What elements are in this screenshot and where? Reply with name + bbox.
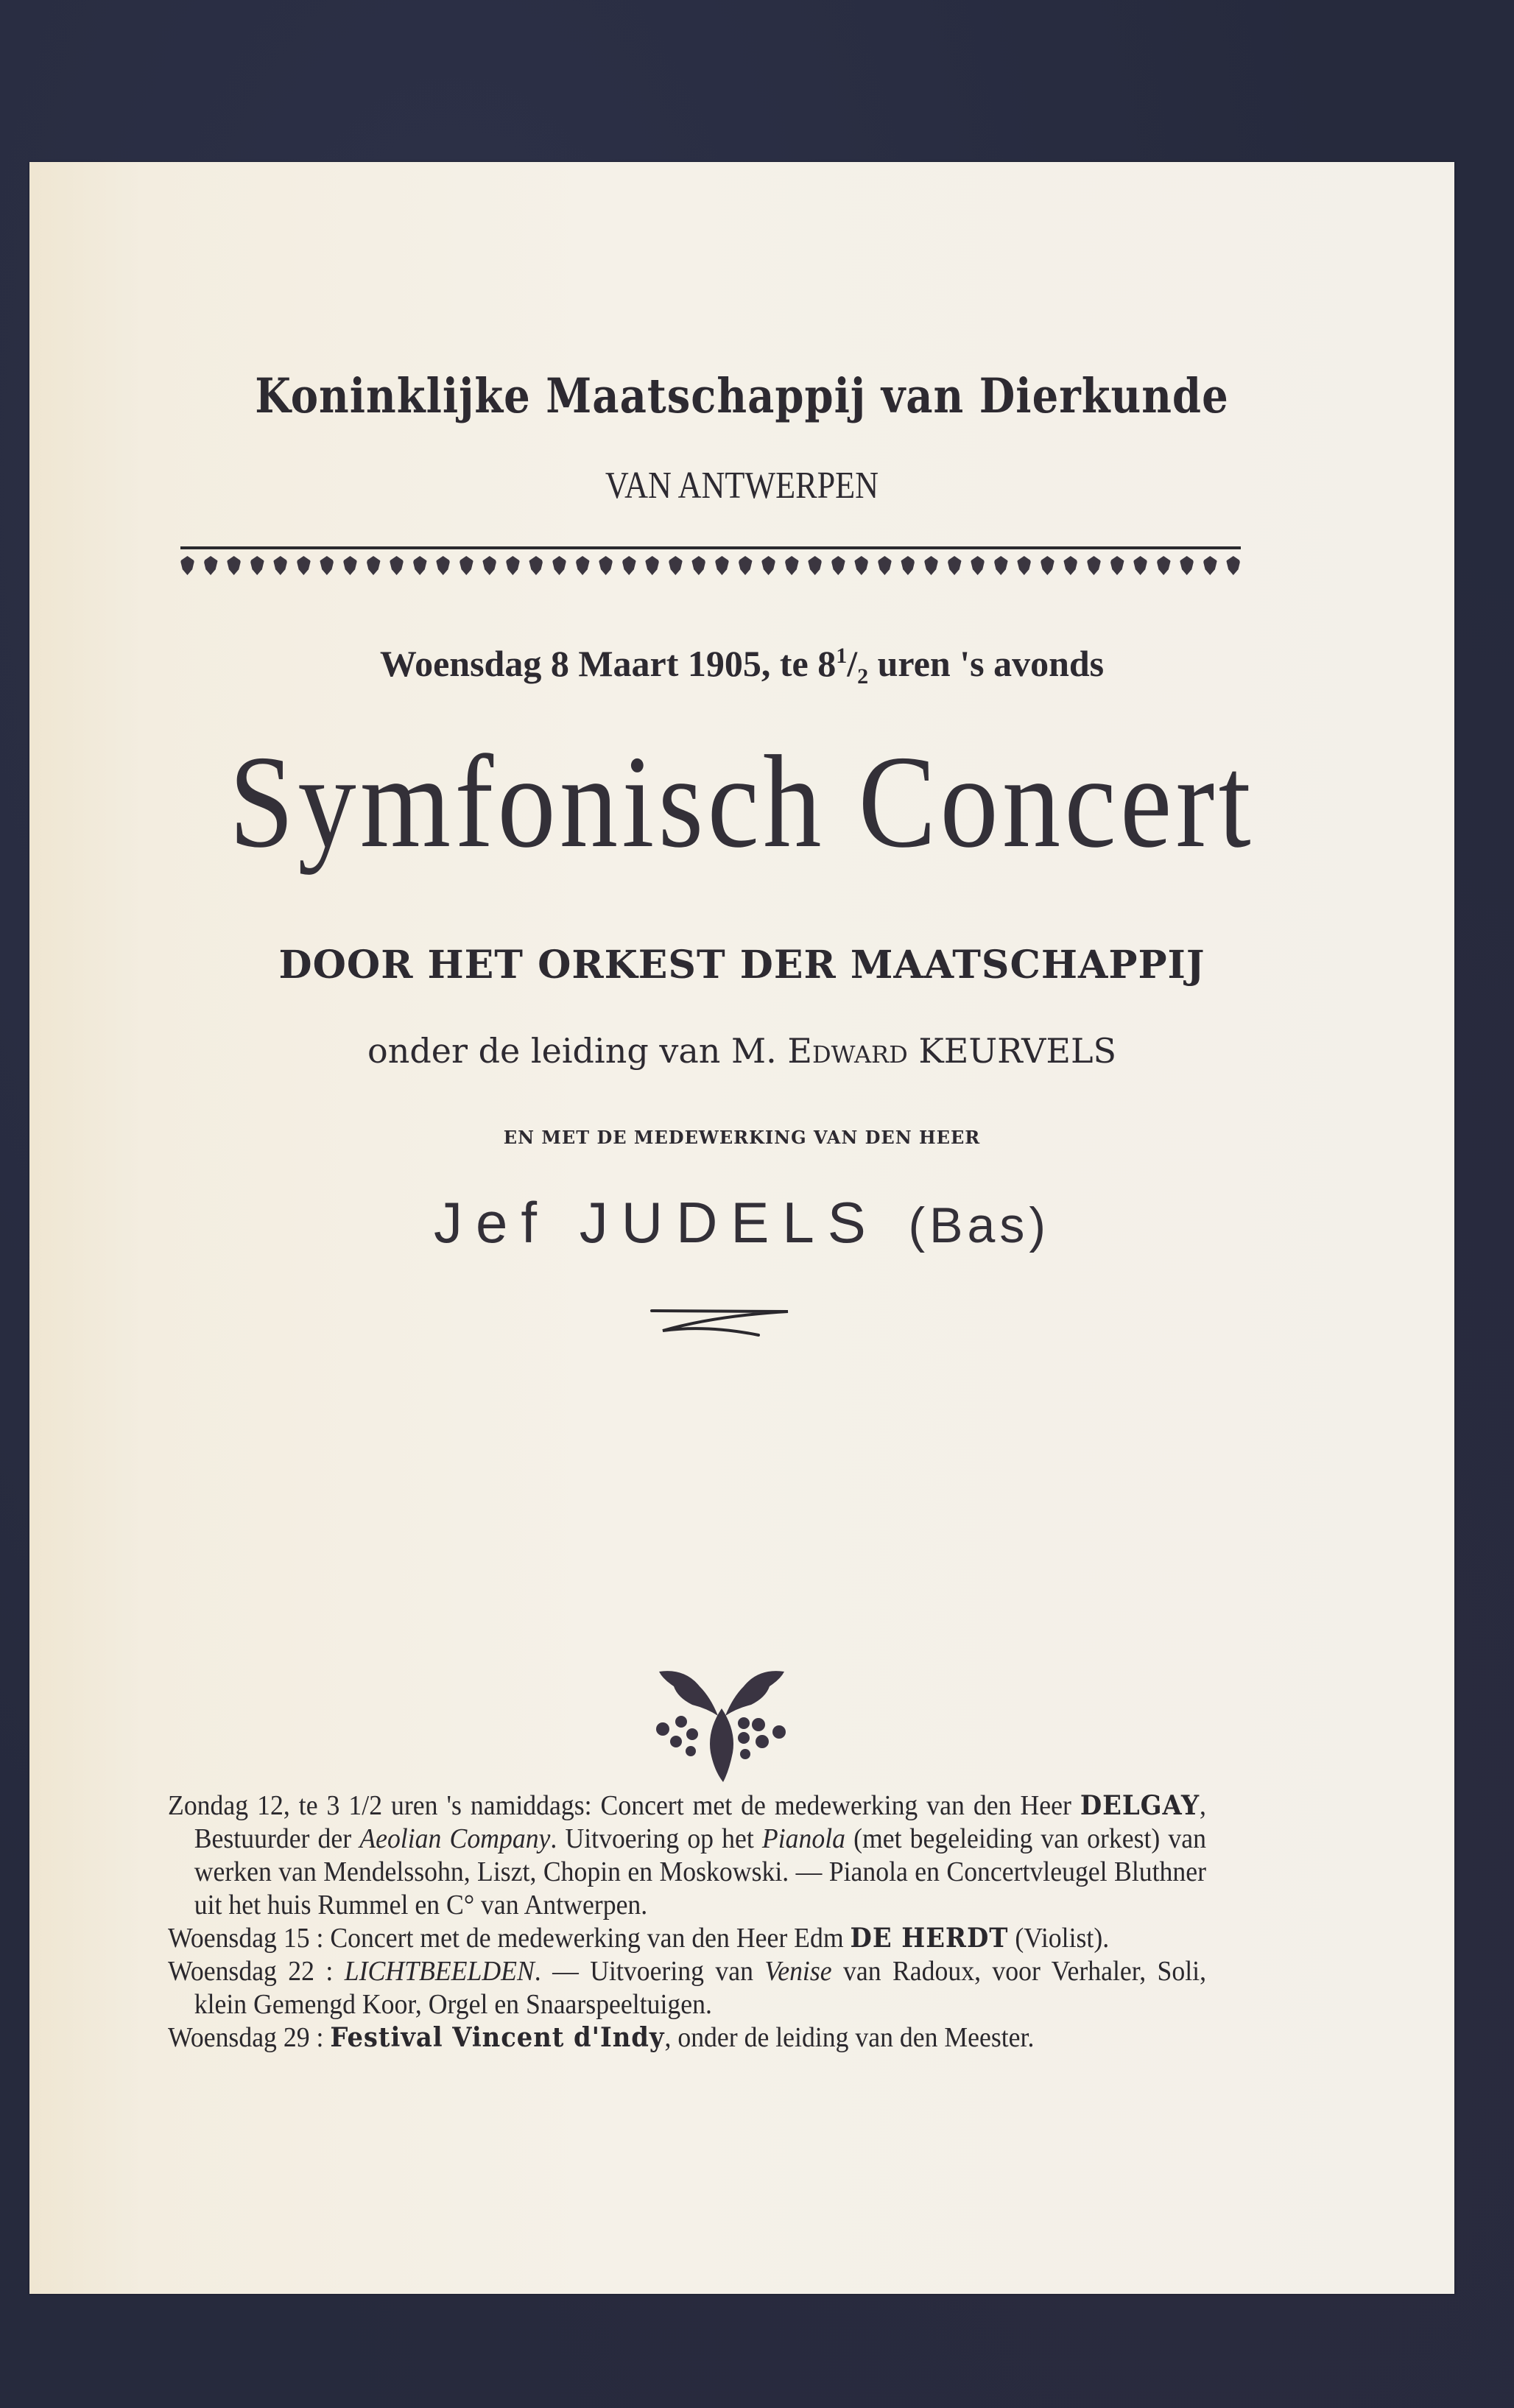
fleuron-icon [808, 556, 822, 575]
program-text: Aeolian Company [359, 1823, 551, 1854]
program-text: van Radoux, voor Verhaler, Soli, klein Gemengd Koor, Orgel en Snaarspeeltuigen. [194, 1956, 1207, 2020]
fleuron-icon [1110, 556, 1124, 575]
program-item [168, 2021, 1206, 2055]
fleuron-icon [831, 556, 845, 575]
program-item [168, 1922, 1206, 1955]
fleuron-icon [622, 556, 636, 575]
program-date: Woensdag 29 [168, 2022, 310, 2053]
fleuron-icon [552, 556, 566, 575]
fleuron-icon [204, 556, 218, 575]
fleuron-icon [948, 556, 962, 575]
program-text: DELGAY [1080, 1790, 1200, 1821]
fleuron-icon [1017, 556, 1031, 575]
program-text: : [314, 1956, 345, 1987]
fleuron-icon [645, 556, 659, 575]
city-line: VAN ANTWERPEN [605, 465, 879, 507]
program-text: . — Uitvoering van [534, 1956, 765, 1987]
fleuron-icon [715, 556, 729, 575]
fleuron-icon [1180, 556, 1194, 575]
poster-sheet [29, 162, 1454, 2294]
fleuron-icon [971, 556, 985, 575]
program-text: : Concert met de medewerking van den Heer Edm [309, 1923, 851, 1954]
program-text: , onder de leiding van den Meester. [664, 2022, 1035, 2053]
grape-vine-leaf-icon [655, 1664, 788, 1782]
fleuron-icon [739, 556, 753, 575]
collaboration-line: EN MET DE MEDEWERKING VAN DEN HEER [503, 1127, 981, 1148]
fleuron-icon [180, 556, 194, 575]
concert-title: Symfonisch Concert [229, 728, 1255, 875]
fleuron-icon [529, 556, 543, 575]
fraction-separator: / [847, 643, 858, 684]
conductor-prefix: onder de leiding van M. [367, 1031, 788, 1071]
fleuron-icon [691, 556, 705, 575]
date-suffix: uren 's avonds [868, 643, 1105, 684]
fleuron-icon [761, 556, 775, 575]
fleuron-icon [297, 556, 311, 575]
fleuron-icon [1063, 556, 1077, 575]
fleuron-icon [482, 556, 496, 575]
program-date: Woensdag 15 [168, 1923, 310, 1954]
swash-flourish-icon [648, 1300, 795, 1344]
fleuron-icon [390, 556, 404, 575]
fleuron-icon [273, 556, 287, 575]
fleuron-icon [343, 556, 357, 575]
fleuron-icon [576, 556, 590, 575]
fleuron-icon [994, 556, 1008, 575]
conductor-line [29, 1031, 1454, 1071]
program-text: (met begeleiding van orkest) van werken van Mendelssohn, Liszt, Chopin en Moskowski. — Pianola en Concertvleugel Bluthner uit het huis Rummel en C° van Antwerpen. [194, 1823, 1207, 1921]
event-date [29, 642, 1454, 689]
fleuron-icon [506, 556, 520, 575]
fleuron-icon [924, 556, 938, 575]
program-item [168, 1789, 1206, 1922]
fraction-denominator: 2 [857, 664, 869, 689]
conductor-first-name: Edward [787, 1031, 908, 1071]
fleuron-icon [599, 556, 613, 575]
fleuron-icon [785, 556, 799, 575]
fleuron-icon [227, 556, 241, 575]
fleuron-icon [320, 556, 334, 575]
fleuron-icon [1203, 556, 1217, 575]
program-date: Zondag 12, te 3 1/2 uren 's namiddags [168, 1790, 585, 1821]
program-item [168, 1955, 1206, 2021]
fleuron-icon [1087, 556, 1101, 575]
society-name: Koninklijke Maatschappij van Dierkunde [255, 368, 1229, 424]
program-text: Festival Vincent d'Indy [330, 2022, 665, 2053]
fleuron-icon [413, 556, 427, 575]
program-text: . Uitvoering op het [550, 1823, 762, 1854]
fleuron-icon [436, 556, 450, 575]
program-text: : Concert met de medewerking van den Heer [584, 1790, 1080, 1821]
soloist-name: Jef JUDELS [434, 1190, 879, 1255]
program-date: Woensdag 22 [168, 1956, 315, 1987]
fraction-numerator: 1 [836, 644, 848, 668]
fleuron-icon [1157, 556, 1171, 575]
fleuron-icon [1133, 556, 1147, 575]
program-text: DE HERDT [850, 1923, 1009, 1954]
fleuron-icon [1041, 556, 1054, 575]
program-text: Pianola [761, 1823, 846, 1854]
conductor-last-name: KEURVELS [907, 1031, 1116, 1071]
fleuron-icon [367, 556, 381, 575]
program-text: LICHTBEELDEN [344, 1956, 535, 1987]
fleuron-icon [878, 556, 892, 575]
divider-rule [180, 546, 1241, 549]
program-text: (Violist). [1008, 1923, 1110, 1954]
upcoming-program-list [168, 1789, 1206, 2055]
fleuron-icon [460, 556, 473, 575]
date-prefix: Woensdag 8 Maart 1905, te 8 [379, 643, 837, 684]
fleuron-row-icon [180, 555, 1241, 577]
program-text: , Bestuurder der [194, 1790, 1206, 1854]
soloist-voice: (Bas) [908, 1197, 1050, 1253]
orchestra-line: DOOR HET ORKEST DER MAATSCHAPPIJ [278, 943, 1205, 988]
soloist-line [29, 1189, 1454, 1256]
fleuron-icon [1226, 556, 1240, 575]
program-text: Venise [764, 1956, 832, 1987]
fleuron-icon [669, 556, 683, 575]
fleuron-icon [901, 556, 915, 575]
program-text: : [309, 2022, 331, 2053]
fleuron-icon [854, 556, 868, 575]
fleuron-icon [250, 556, 264, 575]
